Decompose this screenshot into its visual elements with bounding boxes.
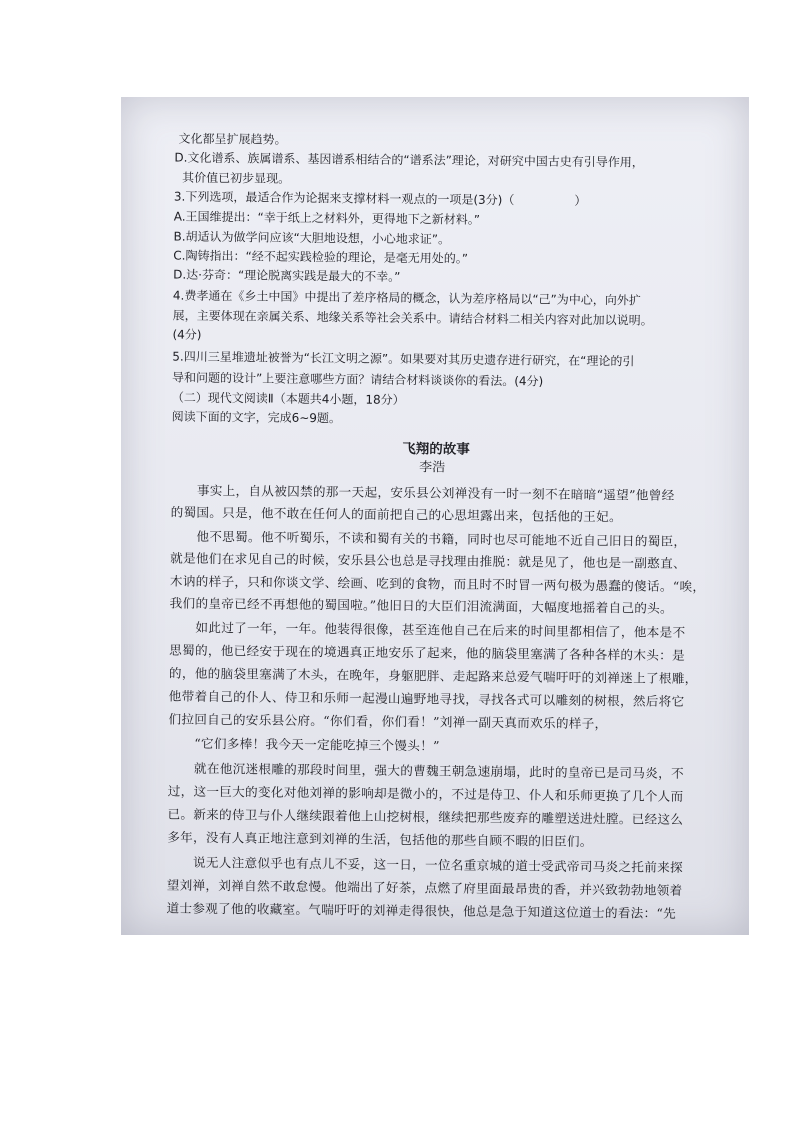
story-line: 说无人注意似乎也有点儿不妥，这一日，一位名重京城的道士受武帝司马炎之托前来探 [192,854,684,875]
story-line: 的，他的脑袋里塞满了木头，在晚年，身躯肥胖、走起路来总爱气喘吁吁的刘禅迷上了根雕， [168,665,698,687]
story-title: 飞翔的故事 [402,440,470,458]
exam-text-block [121,97,749,935]
question-4-points: (4分) [172,327,202,342]
story-line: 他不思蜀。他不听蜀乐，不读和蜀有关的书籍，同时也尽可能地不近自己旧日的蜀臣， [196,528,687,549]
option-b: B.胡适认为做学问应该“大胆地设想，小心地求证”。 [173,229,451,247]
question-5-cont: 导和问题的设计”上要注意哪些方面？请结合材料谈谈你的看法。(4分) [171,370,544,389]
story-line: 就是他们在求见自己的时候，安乐县公也总是寻找理由推脱：就是见了，他也是一副憨直、 [170,550,686,571]
question-4: 4.费孝通在《乡土中国》中提出了差序格局的概念，认为差序格局以“己”为中心，向外扩 [172,288,641,308]
story-line: 木讷的样子，只和你谈文学、绘画、吃到的食物，而且时不时冒一两句极为愚蠢的傻话。“唉， [169,573,706,595]
story-line: 就在他沉迷根雕的那段时间里，强大的曹魏王朝急速崩塌，此时的皇帝已是司马炎，不 [193,760,684,781]
option-d-line: D.文化谱系、族属谱系、基因谱系相结合的“谱系法”理论，对研究中国古史有引导作用， [174,150,644,170]
story-line: 多年，没有人真正地注意到刘禅的生活，包括他的那些自顾不暇的旧臣们。 [167,829,593,849]
story-author: 李浩 [419,460,446,476]
text-line: 其价值已初步显现。 [182,170,291,186]
answer-bracket-close: ） [574,193,587,208]
option-d: D.达·芬奇：“理论脱离实践是最大的不幸。” [173,267,401,284]
story-line: 道士参观了他的收藏室。气喘吁吁的刘禅走得很快，他总是急于知道这位道士的看法：“先 [166,900,677,921]
story-line: “它们多棒！我今天一定能吃掉三个馒头！” [194,735,440,754]
story-line: 望刘禅，刘禅自然不敢怠慢。他端出了好茶，点燃了府里面最昂贵的香，并兴致勃勃地领着 [166,877,683,898]
question-3 [174,189,587,209]
story-line: 的蜀国。只是，他不敢在任何人的面前把自己的心思坦露出来，包括他的王妃。 [170,504,622,525]
photographed-exam-page [121,97,749,935]
story-line: 如此过了一年，一年。他装得很像，甚至连他自己在后来的时间里都相信了，他本是不 [195,619,686,640]
question-5: 5.四川三星堆遗址被誉为“长江文明之源”。如果要对其历史遗存进行研究，在“理论的引 [172,349,635,369]
question-3-text: 3.下列选项，最适合作为论据来支撑材料一观点的一项是(3分)（ [173,189,515,208]
section-heading: （二）现代文阅读Ⅱ（本题共4小题，18分） [171,390,405,407]
story-line: 已。新来的侍卫与仆人继续跟着他上山挖树根，继续把那些废弃的雕塑送进灶膛。已经这么 [167,806,684,827]
story-line: 过，这一巨大的变化对他刘禅的影响却是微小的，不过是侍卫、仆人和乐师更换了几个人而 [167,783,684,804]
question-4-cont: 展，主要体现在亲属关系、地缘关系等社会关系中。请结合材料二相关内容对此加以说明。 [172,308,653,328]
option-a: A.王国维提出：“幸于纸上之材料外，更得地下之新材料。” [173,209,481,227]
story-line: 们拉回自己的安乐县公府。“你们看，你们看！”刘禅一副天真而欢乐的样子， [168,711,608,732]
text-line: 文化都呈扩展趋势。 [178,131,287,147]
story-line: 思蜀的，他已经安于现在的境遇真正地安乐了起来，他的脑袋里塞满了各种各样的木头：是 [169,642,686,663]
story-line: 事实上，自从被囚禁的那一天起，安乐县公刘禅没有一时一刻不在暗暗“遥望”他曾经 [196,482,675,503]
story-line: 他带着自己的仆人、侍卫和乐师一起漫山遍野地寻找，寻找各式可以雕刻的树根，然后将它 [168,688,685,709]
reading-instruction: 阅读下面的文字，完成6~9题。 [171,409,342,426]
story-line: 我们的皇帝已经不再想他的蜀国啦。”他旧日的大臣们泪流满面，大幅度地摇着自己的头。 [169,595,674,616]
option-c: C.陶铸指出：“经不起实践检验的理论，是毫无用处的。” [173,248,469,266]
